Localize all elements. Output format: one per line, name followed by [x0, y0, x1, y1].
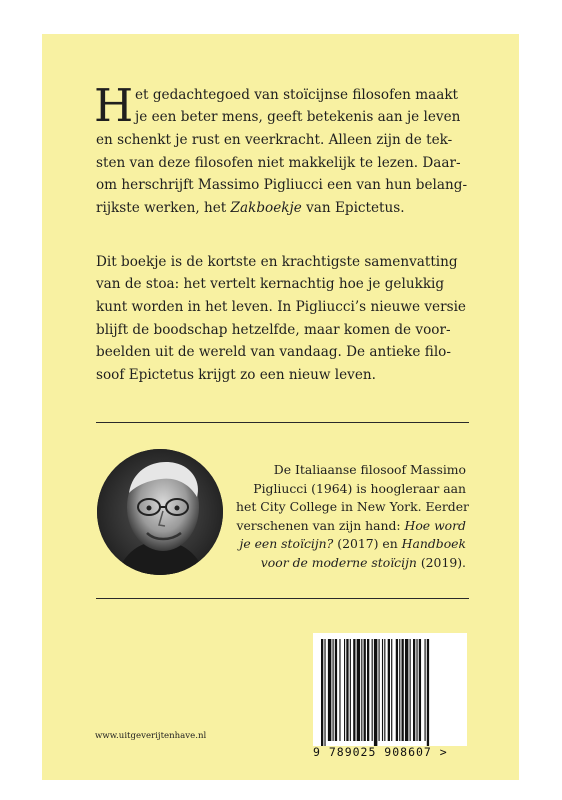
bio-title-1b: je een stoïcijn? — [239, 536, 334, 551]
barcode-icon — [313, 633, 467, 746]
barcode — [313, 633, 467, 746]
barcode-bar — [405, 639, 408, 741]
barcode-bar — [427, 639, 429, 746]
barcode-bar — [346, 639, 348, 741]
bio-line-5 — [236, 535, 466, 553]
barcode-bar — [425, 639, 426, 741]
p1-line-4: sten van deze filosofen niet makkelijk te lezen. Daar- — [96, 155, 461, 171]
bio-line-1: De Italiaanse filosoof Massimo — [273, 462, 466, 477]
p1-line-3: en schenkt je rust en veerkracht. Alleen zijn de tek- — [96, 132, 453, 148]
barcode-bar — [321, 639, 323, 746]
p2-line-2: van de stoa: het vertelt kernachtig hoe je gelukkig — [96, 276, 445, 292]
bio-line-6-post: (2019). — [416, 555, 466, 570]
p1-line-1: et gedachtegoed van stoïcijnse filosofen maakt — [135, 87, 459, 103]
p1-line-6-pre: rijkste werken, het — [96, 200, 231, 216]
p2-line-1: Dit boekje is de kortste en krachtigste samenvatting — [96, 254, 458, 270]
author-photo — [97, 449, 223, 575]
p1-line-5: om herschrijft Massimo Pigliucci een van hun belang- — [96, 177, 468, 193]
barcode-bar — [384, 639, 385, 741]
book-title-emphasis: Zakboekje — [230, 200, 302, 216]
barcode-bar — [374, 639, 377, 746]
barcode-bar — [333, 639, 334, 741]
bio-title-2b: voor de moderne stoïcijn — [260, 555, 417, 570]
barcode-bar — [364, 639, 366, 741]
barcode-bar — [413, 639, 415, 741]
barcode-bar — [328, 639, 331, 741]
barcode-bar — [410, 639, 411, 741]
p1-line-6-post: van Epictetus. — [301, 200, 405, 216]
barcode-bar — [391, 639, 392, 741]
barcode-bar — [388, 639, 390, 741]
bio-line-3: het City College in New York. Eerder — [236, 499, 469, 514]
drop-cap: H — [94, 79, 134, 132]
p2-line-4: blijft de boodschap hetzelfde, maar komen de voor- — [96, 322, 451, 338]
bio-line-4-pre: verschenen van zijn hand: — [236, 518, 405, 533]
bio-title-2a: Handboek — [401, 536, 466, 551]
bio-line-4 — [236, 517, 466, 535]
barcode-bar — [372, 639, 373, 741]
barcode-bar — [339, 639, 340, 741]
isbn-digits: 9 789025 908607 > — [313, 745, 448, 759]
barcode-bar — [419, 639, 421, 741]
bio-line-6 — [236, 554, 466, 572]
bio-title-1a: Hoe word — [404, 518, 466, 533]
bio-line-5-post: (2017) en — [333, 536, 402, 551]
barcode-bar — [344, 639, 345, 741]
divider-top — [96, 422, 469, 423]
barcode-bar — [324, 639, 325, 746]
barcode-bar — [335, 639, 337, 741]
barcode-bar — [402, 639, 404, 741]
p2-line-5: beelden uit de wereld van vandaag. De antieke filo- — [96, 344, 451, 360]
p2-line-3: kunt worden in het leven. In Pigliucci’s nieuwe versie — [96, 299, 466, 315]
p1-line-2: je een beter mens, geeft betekenis aan je leven — [135, 109, 461, 125]
barcode-bar — [399, 639, 400, 741]
barcode-bar — [361, 639, 362, 741]
divider-bottom — [96, 598, 469, 599]
barcode-bar — [367, 639, 369, 741]
barcode-bar — [357, 639, 360, 741]
publisher-url: www.uitgeverijtenhave.nl — [95, 731, 207, 741]
p1-line-6 — [96, 197, 468, 220]
bio-line-2: Pigliucci (1964) is hoogleraar aan — [253, 481, 466, 496]
barcode-bar — [416, 639, 417, 741]
barcode-bar — [350, 639, 351, 741]
author-portrait-icon — [97, 449, 223, 575]
barcode-bar — [382, 639, 383, 741]
p2-line-6: soof Epictetus krijgt zo een nieuw leven. — [96, 367, 376, 383]
barcode-bar — [353, 639, 355, 741]
barcode-bar — [396, 639, 398, 741]
barcode-bar — [379, 639, 380, 741]
